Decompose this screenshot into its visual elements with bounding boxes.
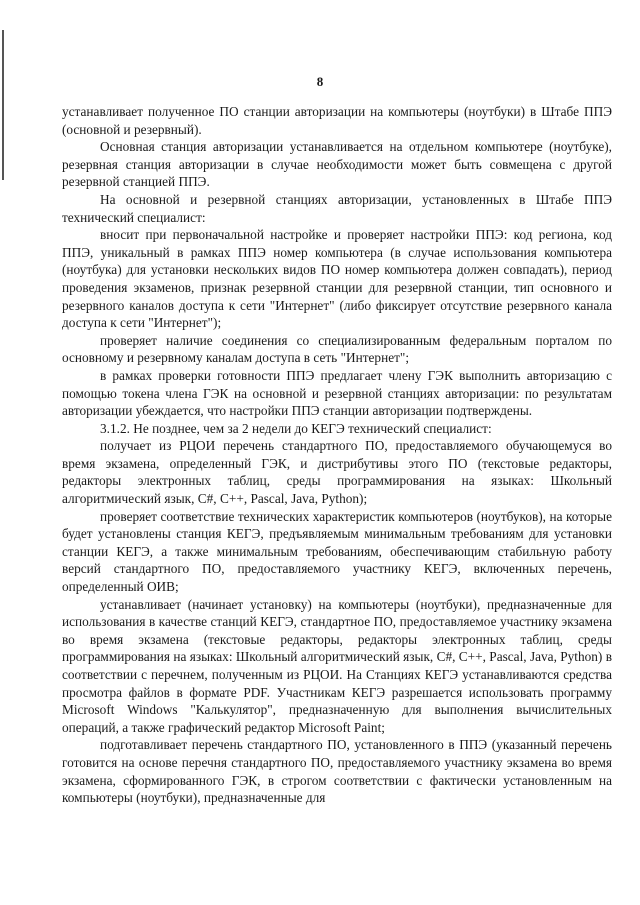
paragraph-9: проверяет соответствие технических характеристик компьютеров (ноутбуков), на которые будет установлены станция КЕГЭ, предъявляемым минимальным требованиям для установки станции КЕГЭ, а также минимальным требованиям, обеспечивающим стабильную работу версий стандартного ПО, предоставляемого участнику КЕГЭ, включенных перечень, определенный ОИВ; [62, 508, 612, 595]
paragraph-6: в рамках проверки готовности ППЭ предлагает члену ГЭК выполнить авторизацию с помощью токена члена ГЭК на основной и резервной станциях авторизации: по результатам авторизации убеждается, что настройки ППЭ станции авторизации подтверждены. [62, 367, 612, 419]
paragraph-1: устанавливает полученное ПО станции авторизации на компьютеры (ноутбуки) в Штабе ППЭ (основной и резервный). [62, 104, 612, 137]
scan-edge-line [2, 30, 4, 180]
paragraph-11: подготавливает перечень стандартного ПО, установленного в ППЭ (указанный перечень готовится на основе перечня стандартного ПО, предоставляемого участнику экзамена во время экзамена, сформированного ГЭК, в строгом соответствии с фактически установленным на компьютеры (ноутбуки), предназначенные для [62, 737, 612, 806]
paragraph-3: На основной и резервной станциях авторизации, установленных в Штабе ППЭ технический специалист: [62, 191, 612, 225]
paragraph-2: Основная станция авторизации устанавливается на отдельном компьютере (ноутбуке), резервная станция авторизации в случае необходимости может быть совмещена с другой резервной станцией ППЭ. [62, 139, 612, 190]
paragraph-8: получает из РЦОИ перечень стандартного ПО, предоставляемого обучающемуся во время экзамена, определенный ГЭК, и дистрибутивы этого ПО (текстовые редакторы, редакторы электронных таблиц, среды программирования на языках: Школьный алгоритмический язык, С#, С++, Pascal, Java, Python); [62, 438, 612, 507]
paragraph-5: проверяет наличие соединения со специализированным федеральным порталом по основному и резервному каналам доступа в сеть "Интернет"; [62, 332, 612, 366]
page-number: 8 [316, 74, 324, 89]
paragraph-7: 3.1.2. Не позднее, чем за 2 недели до КЕГЭ технический специалист: [100, 420, 492, 436]
paragraph-10: устанавливает (начинает установку) на компьютеры (ноутбуки), предназначенные для использования в качестве станций КЕГЭ, стандартное ПО, предоставляемое участнику экзамена во время экзамена (текстовые редакторы, редакторы электронных таблиц, среды программирования на языках: Школьный алгоритмический язык, С#, С++, Pascal, Java, Python) в соответствии с перечнем, полученным из РЦОИ. На Станциях КЕГЭ устанавливаются средства просмотра файлов в формате PDF. Участникам КЕГЭ разрешается использовать программу Microsoft Windows "Калькулятор", предназначенную для выполнения вычислительных операций, а также графический редактор Microsoft Paint; [62, 596, 612, 735]
paragraph-4: вносит при первоначальной настройке и проверяет настройки ППЭ: код региона, код ППЭ, уникальный в рамках ППЭ номер компьютера (в случае использования компьютера (ноутбука) для установки нескольких видов ПО номер компьютера должен совпадать), период проведения экзаменов, признак резервной станции для резервной станции, тип основного и резервного каналов доступа к сети "Интернет" (либо фиксирует отсутствие резервного канала доступа к сети "Интернет"); [62, 227, 612, 331]
document-body [62, 103, 612, 807]
